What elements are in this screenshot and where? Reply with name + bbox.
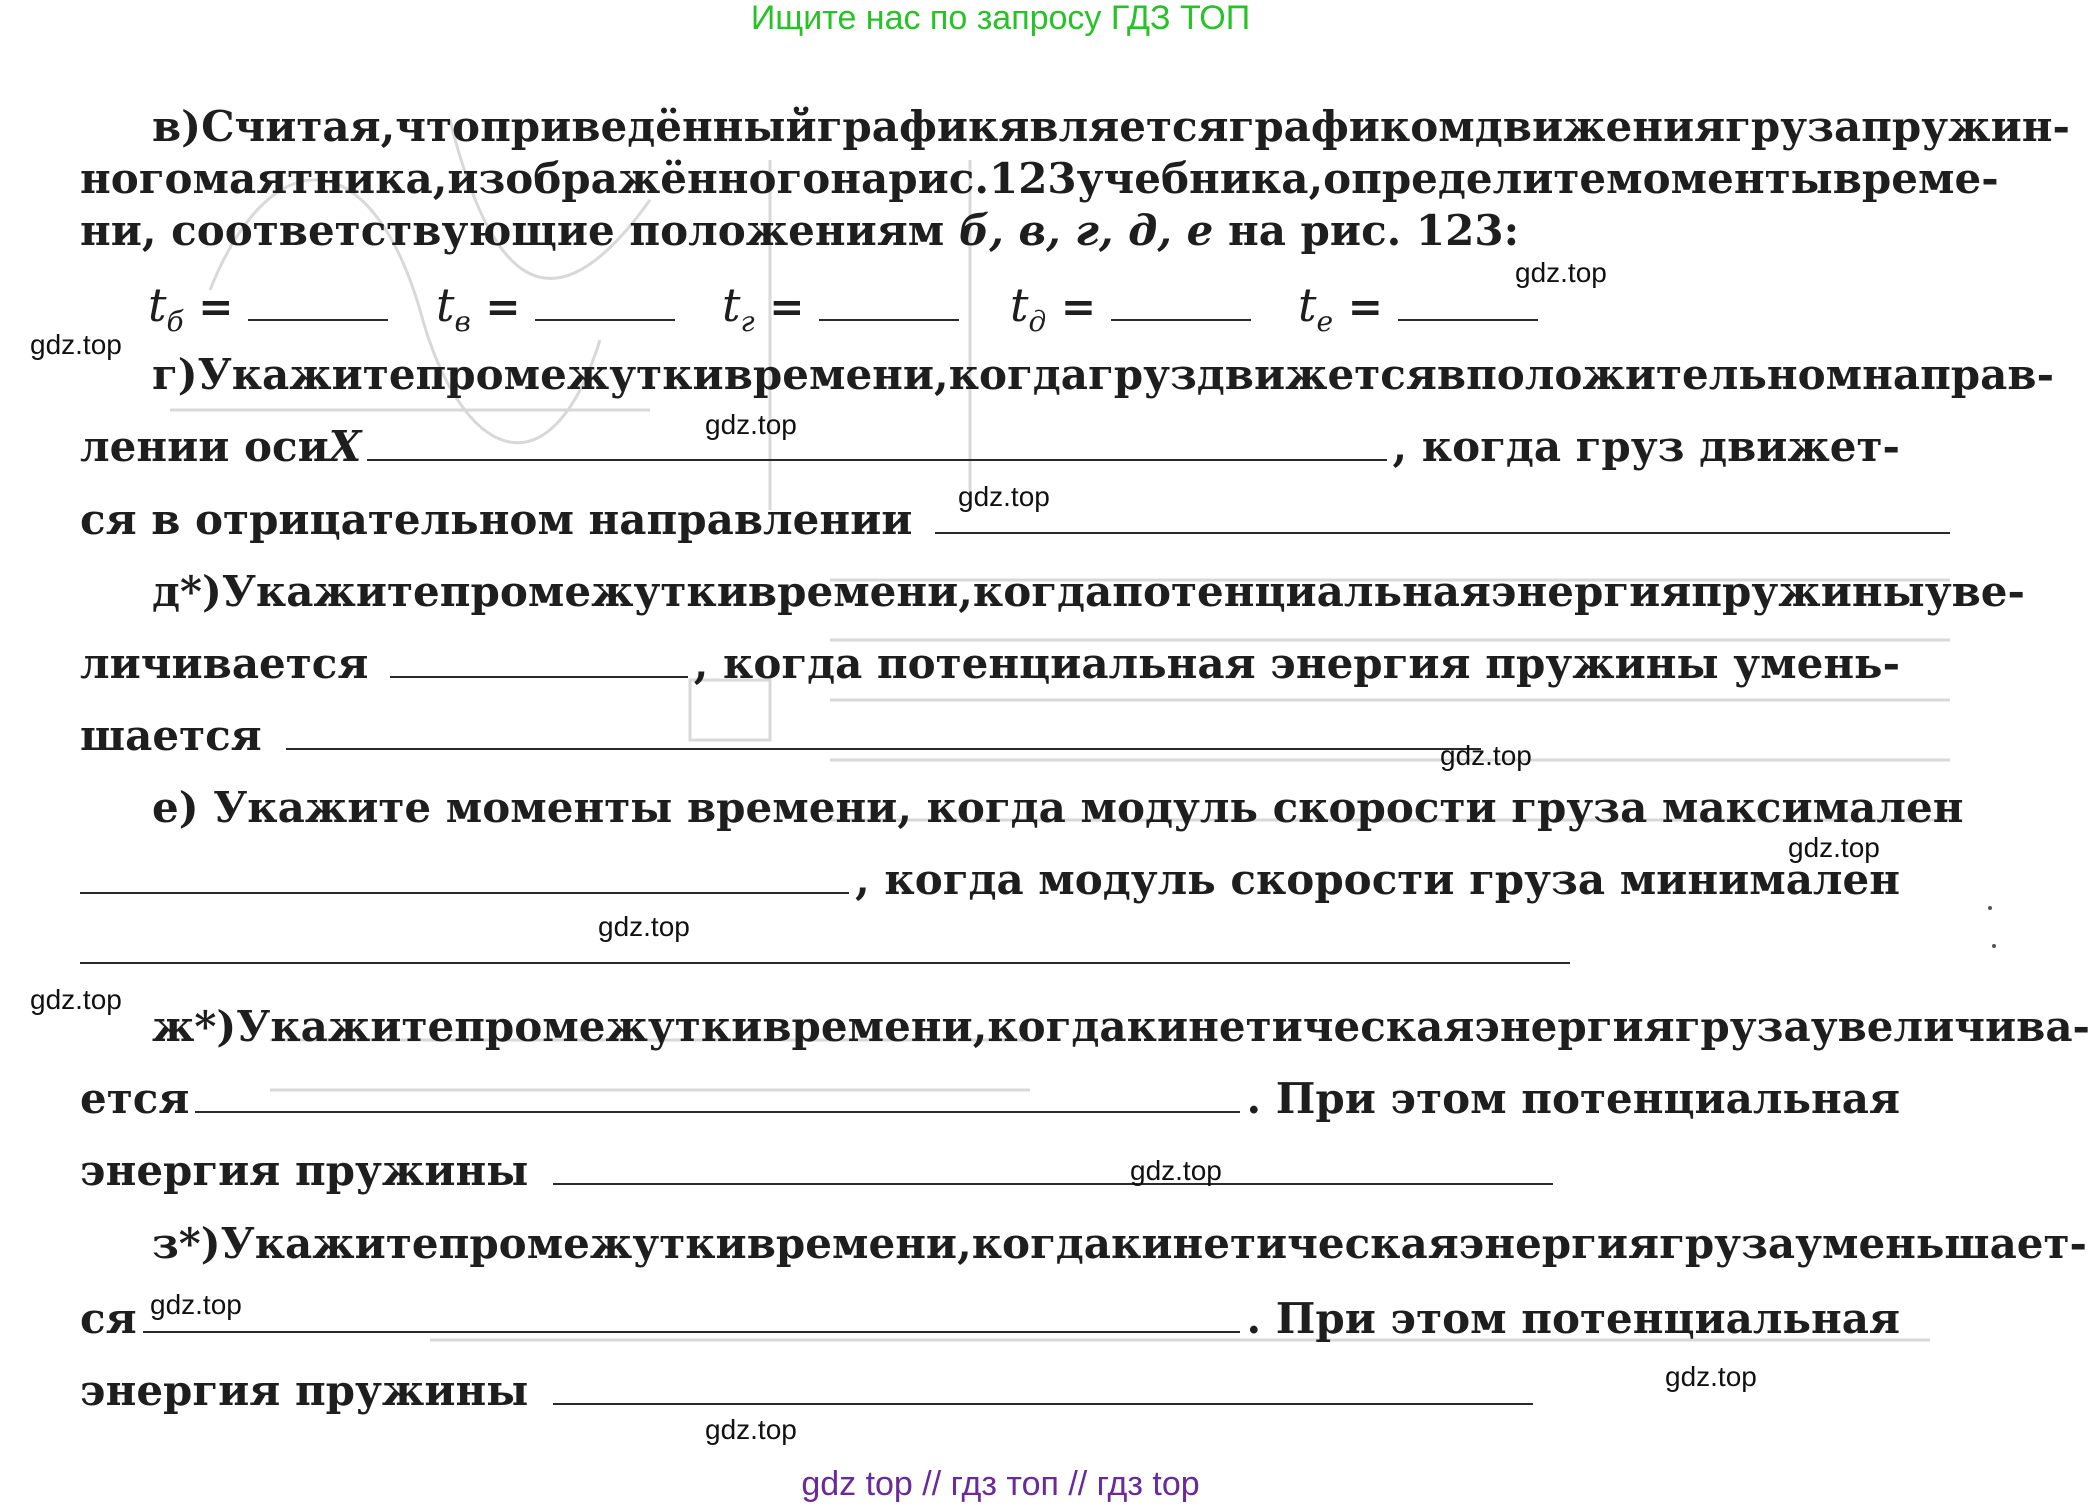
task-v-line-1: в) Считая, что приведённый график является графиком движения груза пружин- bbox=[80, 97, 1900, 157]
task-d-line-3: шается bbox=[80, 706, 1481, 766]
task-z-line-1: з*) Укажите промежутки времени, когда кинетическая энергия груза уменьшает- bbox=[152, 1219, 2087, 1268]
answer-t-e: $t_е$ = bbox=[1298, 275, 1538, 352]
answer-blank-d-decrease[interactable] bbox=[286, 710, 1481, 750]
task-z-line-3: энергия пружины bbox=[80, 1361, 1533, 1421]
task-g-line-2: лении оси X , когда груз движет- bbox=[80, 422, 1900, 471]
worksheet-page bbox=[80, 0, 2090, 1460]
top-banner: Ищите нас по запросу ГДЗ ТОП bbox=[750, 0, 1251, 37]
watermark: gdz.top bbox=[598, 911, 690, 942]
task-d-line-1: д*) Укажите промежутки времени, когда потенциальная энергия пружины уве- bbox=[152, 567, 2025, 616]
task-e-line-2: , когда модуль скорости груза минимален bbox=[80, 850, 1900, 910]
scan-dust bbox=[1992, 944, 1996, 948]
watermark: gdz.top bbox=[30, 984, 122, 1015]
answer-t-d: $t_д$ = bbox=[1010, 275, 1251, 352]
task-e-line-1: е) Укажите моменты времени, когда модуль скорости груза максимален bbox=[152, 783, 1964, 832]
answer-t-g: $t_г$ = bbox=[722, 275, 959, 352]
task-g-line-1: г) Укажите промежутки времени, когда груз движется в положительном направ- bbox=[152, 350, 2055, 399]
watermark: gdz.top bbox=[705, 1414, 797, 1445]
task-zh-line-1: ж*) Укажите промежутки времени, когда кинетическая энергия груза увеличива- bbox=[152, 1002, 2090, 1051]
watermark: gdz.top bbox=[1515, 257, 1607, 288]
task-v-line-3: ни, соответствующие положениям б, в, г, д, е на рис. 123: bbox=[80, 206, 1520, 255]
answer-blank-zh-potential[interactable] bbox=[553, 1145, 1553, 1185]
task-v-line-2: ного маятника, изображённого на рис. 123 учебника, определите моменты време- bbox=[80, 154, 1999, 203]
task-v-label: в) bbox=[152, 102, 202, 151]
answer-t-v: $t_в$ = bbox=[436, 275, 675, 352]
watermark: gdz.top bbox=[1665, 1361, 1757, 1392]
watermark: gdz.top bbox=[1130, 1155, 1222, 1186]
watermark: gdz.top bbox=[958, 481, 1050, 512]
answer-t-b: $t_б$ = bbox=[148, 275, 388, 352]
task-zh-line-3: энергия пружины bbox=[80, 1141, 1553, 1201]
answer-blank-e-min[interactable] bbox=[80, 854, 849, 894]
answer-blank-zh-increase[interactable] bbox=[195, 1073, 1240, 1113]
answer-blank-z-decrease[interactable] bbox=[143, 1293, 1241, 1333]
task-z-line-2: ся . При этом потенциальная bbox=[80, 1294, 1900, 1343]
bottom-banner: gdz top // гдз топ // гдз top bbox=[801, 1465, 1200, 1503]
answer-blank-t-v[interactable] bbox=[535, 281, 675, 321]
task-g-line-3: ся в отрицательном направлении bbox=[80, 490, 1950, 550]
task-d-line-2: личивается , когда потенциальная энергия пружины умень- bbox=[80, 639, 1900, 688]
watermark: gdz.top bbox=[150, 1289, 242, 1320]
answer-blank-e-min-cont[interactable] bbox=[80, 924, 1570, 964]
answer-blank-t-b[interactable] bbox=[248, 281, 388, 321]
watermark: gdz.top bbox=[705, 409, 797, 440]
answer-blank-t-g[interactable] bbox=[819, 281, 959, 321]
answer-blank-g-positive[interactable] bbox=[367, 421, 1386, 461]
answer-blank-z-potential[interactable] bbox=[553, 1365, 1533, 1405]
answer-blank-t-d[interactable] bbox=[1111, 281, 1251, 321]
task-zh-line-2: ется . При этом потенциальная bbox=[80, 1074, 1900, 1123]
watermark: gdz.top bbox=[1788, 832, 1880, 863]
answer-blank-d-increase[interactable] bbox=[390, 638, 687, 678]
answer-blank-g-negative[interactable] bbox=[935, 494, 1950, 534]
task-e-line-3 bbox=[80, 920, 1570, 980]
scan-dust bbox=[1988, 906, 1992, 910]
watermark: gdz.top bbox=[1440, 740, 1532, 771]
watermark: gdz.top bbox=[30, 329, 122, 360]
